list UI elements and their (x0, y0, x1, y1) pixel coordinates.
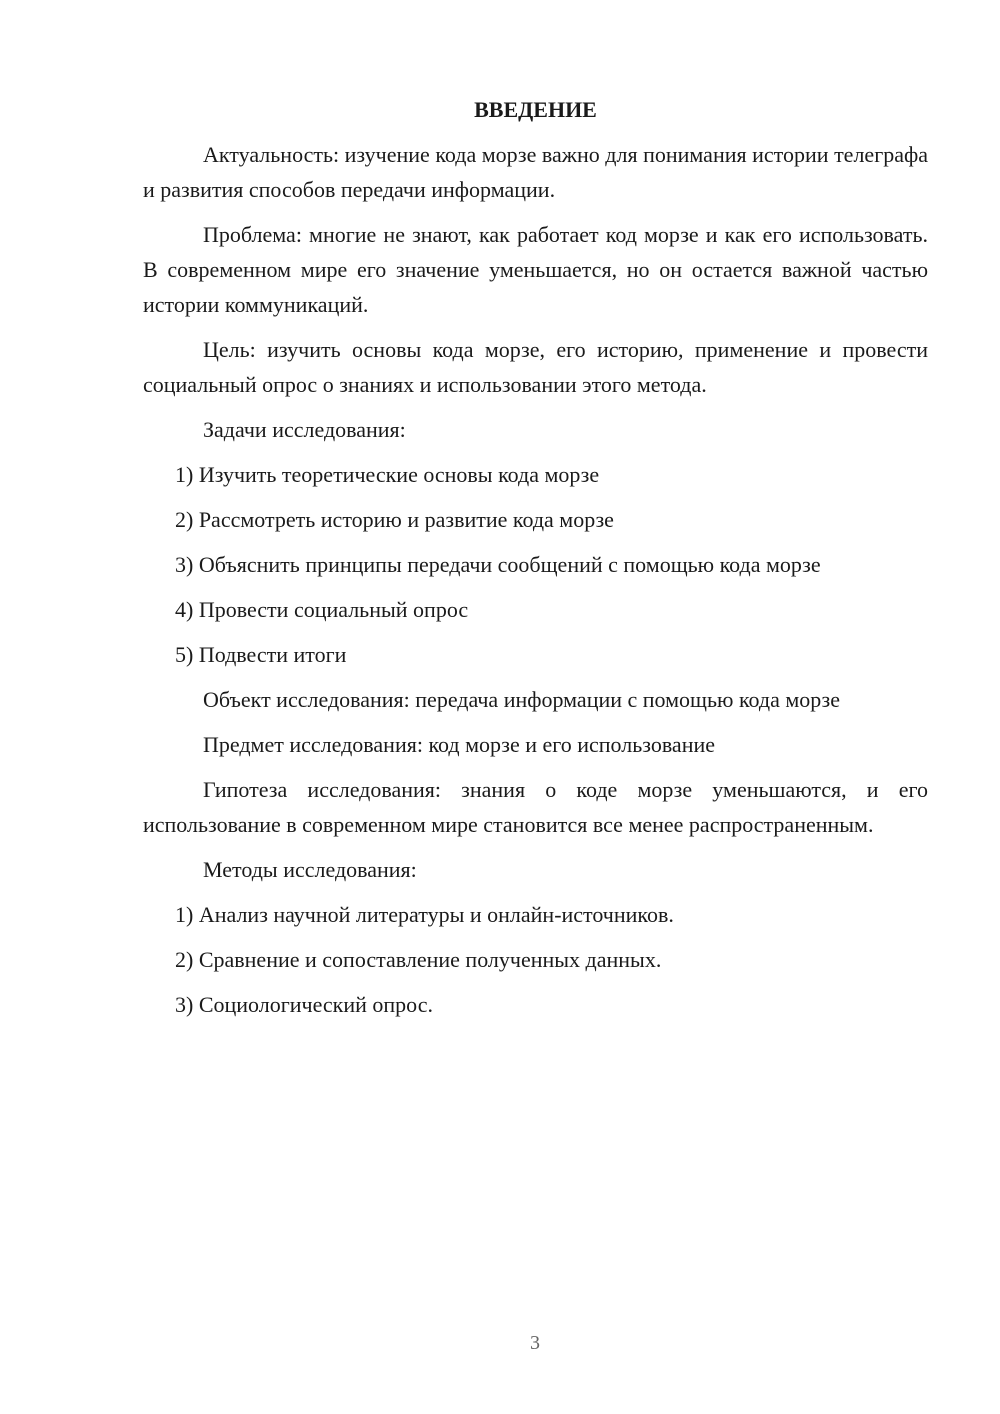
problem-paragraph: Проблема: многие не знают, как работает код морзе и как его использовать. В современном мире его значение уменьшается, но он остается важной частью истории коммуникаций. (143, 222, 928, 317)
tasks-list (143, 457, 928, 672)
list-item: 3) Социологический опрос. (175, 992, 433, 1017)
tasks-heading: Задачи исследования: (203, 417, 406, 442)
list-item: 1) Изучить теоретические основы кода морзе (175, 462, 600, 487)
list-item: 3) Объяснить принципы передачи сообщений с помощью кода морзе (175, 552, 821, 577)
list-item: 5) Подвести итоги (175, 642, 347, 667)
list-item: 4) Провести социальный опрос (175, 597, 469, 622)
subject-paragraph: Предмет исследования: код морзе и его использование (203, 732, 716, 757)
goal-paragraph: Цель: изучить основы кода морзе, его историю, применение и провести социальный опрос о знаниях и использовании этого метода. (143, 337, 928, 397)
list-item: 2) Рассмотреть историю и развитие кода морзе (175, 507, 614, 532)
methods-list (143, 897, 928, 1022)
list-item: 1) Анализ научной литературы и онлайн-источников. (175, 902, 674, 927)
page-number: 3 (530, 1332, 540, 1354)
list-item: 2) Сравнение и сопоставление полученных данных. (175, 947, 662, 972)
methods-heading: Методы исследования: (203, 857, 417, 882)
page-title: ВВЕДЕНИЕ (474, 97, 597, 122)
object-paragraph: Объект исследования: передача информации с помощью кода морзе (203, 687, 841, 712)
relevance-paragraph: Актуальность: изучение кода морзе важно для понимания истории телеграфа и развития способов передачи информации. (143, 142, 928, 202)
document-page (143, 92, 928, 1032)
hypothesis-paragraph: Гипотеза исследования: знания о коде морзе уменьшаются, и его использование в современном мире становится все менее распространенным. (143, 777, 928, 837)
